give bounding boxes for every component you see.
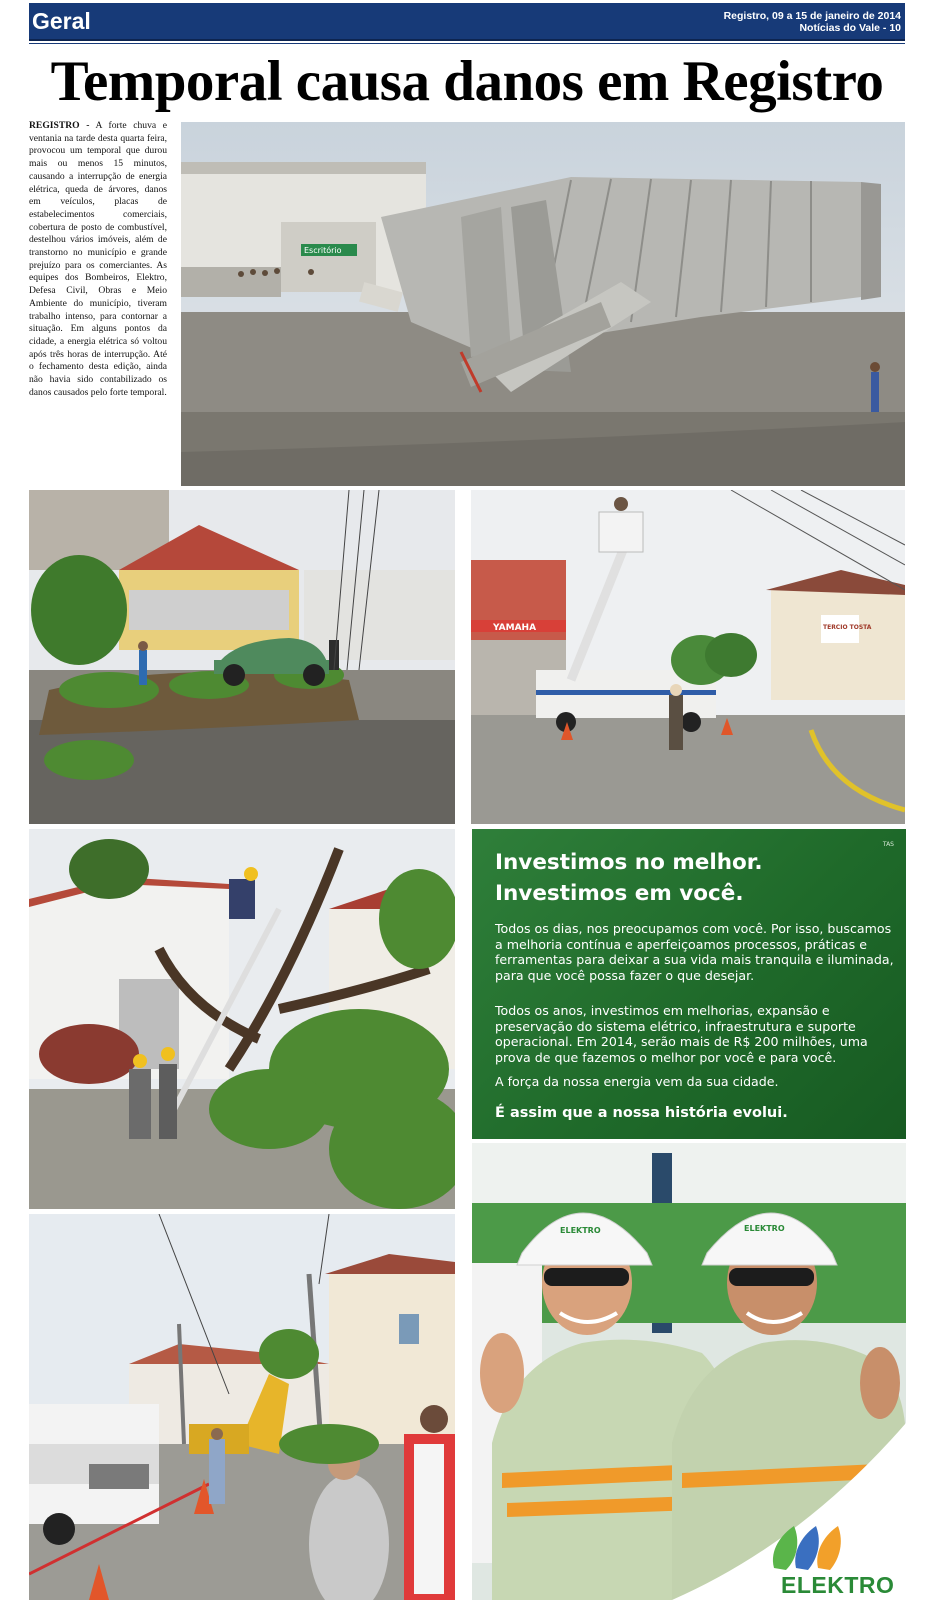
photo-utility-truck bbox=[471, 490, 905, 824]
helmet-label-left: ELEKTRO bbox=[560, 1226, 601, 1235]
ad-headline-line-2: Investimos em você. bbox=[495, 881, 744, 906]
shop-sign: YAMAHA bbox=[493, 623, 537, 633]
ad-closing-line: É assim que a nossa história evolui. bbox=[495, 1105, 788, 1121]
helmet-label-right: ELEKTRO bbox=[744, 1224, 785, 1233]
header-rule bbox=[29, 43, 905, 44]
article-dateline: REGISTRO - bbox=[29, 120, 90, 131]
photo-firefighters-tree bbox=[29, 829, 455, 1209]
office-sign: Escritório bbox=[304, 246, 342, 255]
ad-text-panel bbox=[472, 829, 906, 1139]
ad-tag: TAS bbox=[882, 841, 894, 848]
section-header-bar bbox=[29, 3, 905, 41]
ad-paragraph-2: Todos os anos, investimos em melhorias, expansão e preservação do sistema elétrico, infraestrutura e suporte operacional. Em 2014, serão mais de R$ 200 milhões, uma prova de que fazemos o melhor por você e para você. bbox=[495, 1003, 868, 1065]
ad-paragraph-1: Todos os dias, nos preocupamos com você. Por isso, buscamos a melhoria contínua e aperfeiçoamos processos, práticas e ferramentas para deixar a sua vida mais tranquila e iluminada, para que você possa fazer o que desejar. bbox=[495, 921, 894, 983]
tercio-sign: TERCIO TOSTA bbox=[823, 624, 872, 631]
photo-street-crew bbox=[29, 1214, 455, 1600]
photo-collapsed-canopy bbox=[181, 122, 905, 486]
article-text bbox=[29, 120, 167, 399]
section-label: Geral bbox=[32, 8, 91, 34]
issue-date: Registro, 09 a 15 de janeiro de 2014 bbox=[723, 10, 901, 22]
ad-headline bbox=[495, 847, 763, 909]
ad-paragraph-3: A força da nossa energia vem da sua cidade. bbox=[495, 1074, 779, 1089]
page-info: Notícias do Vale - 10 bbox=[799, 22, 901, 34]
photo-fallen-tree-car bbox=[29, 490, 455, 824]
headline: Temporal causa danos em Registro bbox=[50, 50, 884, 113]
issue-info bbox=[724, 10, 901, 34]
article-body: A forte chuva e ventania na tarde desta quarta feira, provocou um temporal que durou mais ou menos 15 minutos, causando a interrupção de energia elétrica, queda de árvores, danos em veículos, placas de estabelecimentos comerciais, cobertura de posto de combustível, destelhou vários imóveis, além de transtorno no município e grande prejuízo para os comerciantes. As equipes dos Bombeiros, Elektro, Defesa Civil, Obras e Meio Ambiente do município, tiveram trabalho intenso, para contornar a situação. Em alguns pontos da cidade, a energia elétrica só voltou após três horas de interrupção. Até o fechamento desta edição, ainda não havia sido contabilizado os danos causados pelo forte temporal. bbox=[29, 120, 168, 398]
elektro-brand: ELEKTRO bbox=[781, 1572, 895, 1598]
ad-headline-line-1: Investimos no melhor. bbox=[495, 850, 763, 875]
